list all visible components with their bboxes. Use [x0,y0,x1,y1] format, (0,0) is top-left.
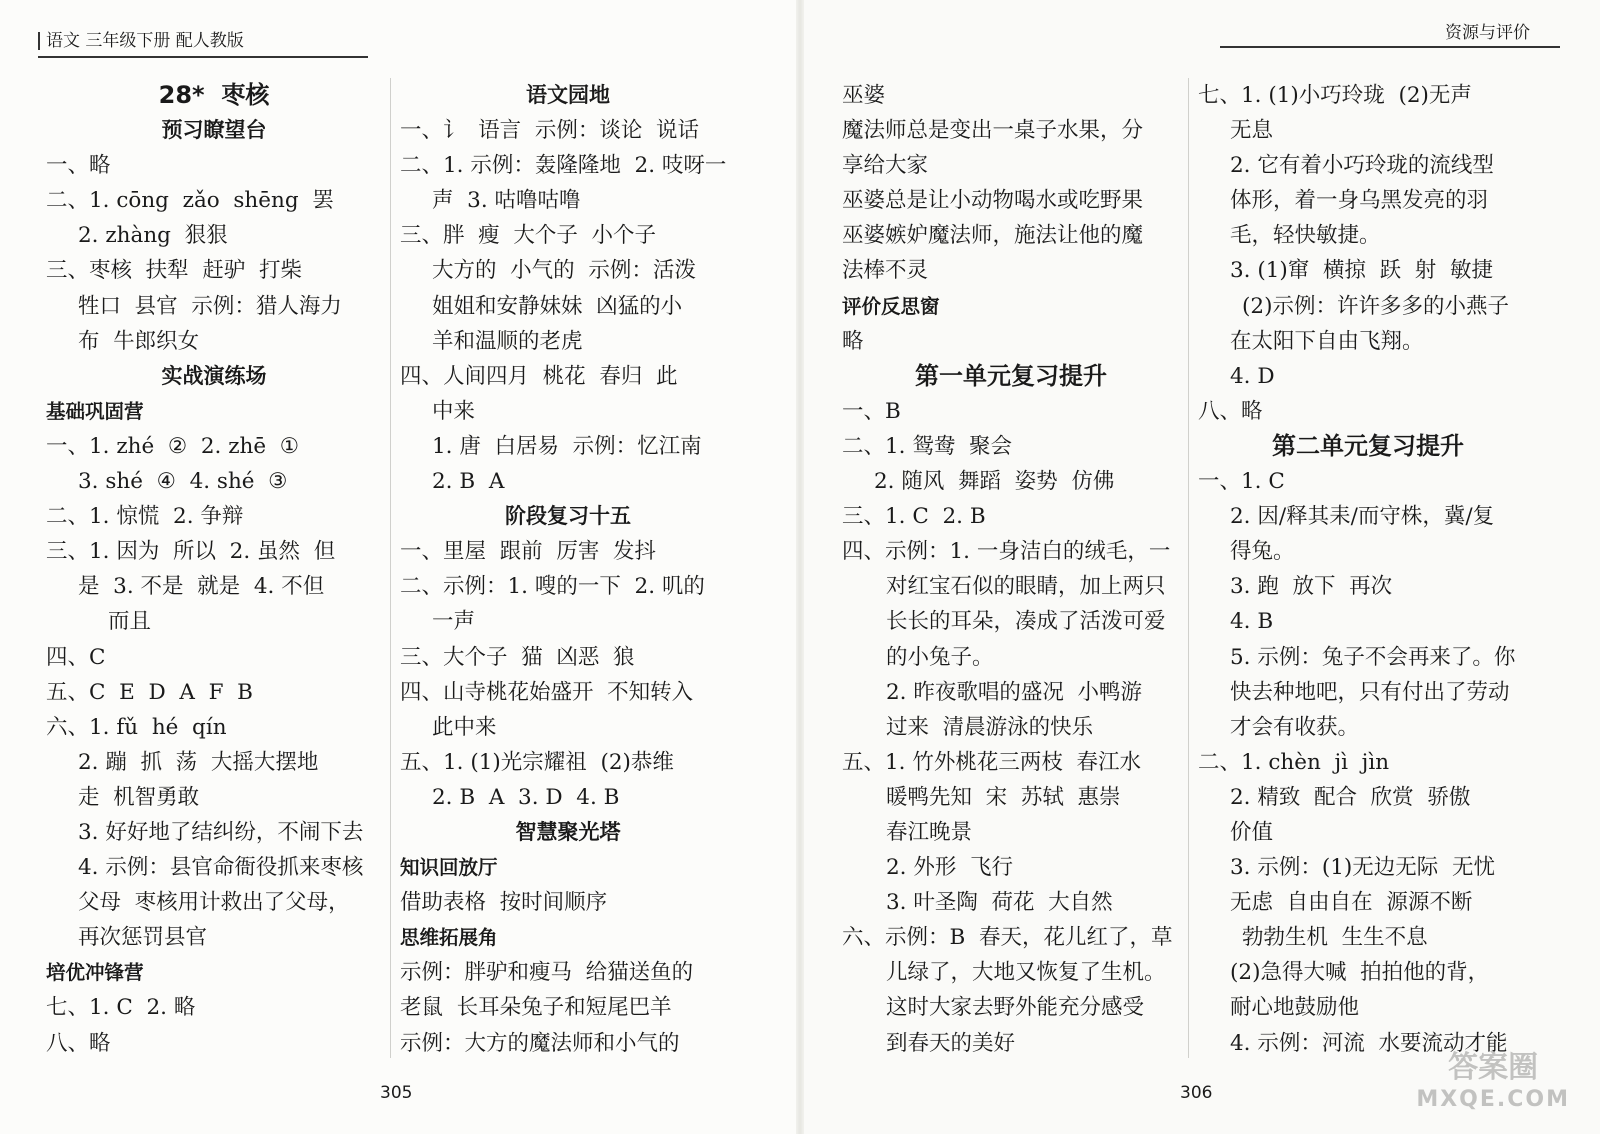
column-4 [1198,78,1538,1061]
answer-line: 父母 枣核用计救出了父母， [78,890,350,916]
answer-line: 4. 示例：县官命衙役抓来枣核 [78,855,364,881]
answer-line: 2. B A [432,469,505,495]
answer-line: 一、讠 语言 示例：谈论 说话 [400,118,700,144]
answer-line: 一、1. C [1198,469,1285,495]
answer-line: 二、1. 鸳鸯 聚会 [842,433,1013,459]
answer-line: 三、枣核 扶犁 赶驴 打柴 [46,258,303,284]
answer-line: 八、略 [46,1030,111,1056]
answer-line: 2. 精致 配合 欣赏 骄傲 [1230,784,1471,810]
answer-line: 这时大家去野外能充分感受 [886,995,1145,1021]
answer-line: 五、1. 竹外桃花三两枝 春江水 [842,749,1142,775]
section-title: 阶段复习十五 [505,504,631,529]
answer-line: 大方的 小气的 示例：活泼 [432,258,696,284]
answer-line: 布 牛郎织女 [78,328,200,354]
answer-line: 牲口 县官 示例：猎人海力 [78,293,342,319]
section-title: 语文园地 [526,83,610,107]
answer-line: 2. 因/释其耒/而守株，冀/复 [1230,504,1495,530]
answer-line: 巫婆总是让小动物喝水或吃野果 [842,188,1144,214]
answer-line: 3. 好好地了结纠纷，不闹下去 [78,819,364,845]
answer-line: (2)示例：许许多多的小燕子 [1242,293,1509,319]
subsection-heading: 知识回放厅 [400,856,498,880]
answer-line: 一、1. zhé ② 2. zhē ① [46,433,300,459]
answer-line: 无息 [1230,118,1274,144]
answer-line: 示例：胖驴和瘦马 给猫送鱼的 [400,960,694,986]
answer-line: 三、1. 因为 所以 2. 虽然 但 [46,539,336,565]
answer-line: 此中来 [432,714,497,740]
answer-line: 3. 叶圣陶 荷花 大自然 [886,890,1113,916]
answer-line: 体形，着一身乌黑发亮的羽 [1230,188,1489,214]
answer-line: 四、C [46,644,106,670]
answer-line: 到春天的美好 [886,1030,1016,1056]
column-3 [842,78,1180,1061]
answer-line: 2. 外形 飞行 [886,855,1014,881]
answer-line: 示例：大方的魔法师和小气的 [400,1030,680,1056]
answer-line: 3. (1)窜 横掠 跃 射 敏捷 [1230,258,1493,284]
answer-line: 二、1. 示例：轰隆隆地 2. 吱呀一 [400,153,727,179]
answer-line: 巫婆 [842,83,886,108]
answer-line: 二、1. 惊慌 2. 争辩 [46,504,244,530]
answer-line: 二、1. chèn jì jìn [1198,749,1390,775]
section-title: 第一单元复习提升 [915,361,1107,390]
answer-line: 2. 随风 舞蹈 姿势 仿佛 [874,469,1115,495]
subsection-heading: 培优冲锋营 [46,961,144,985]
watermark-sub: MXQE.COM [1416,1087,1570,1112]
answer-line: 3. shé ④ 4. shé ③ [78,469,288,495]
column-divider [1188,78,1189,1058]
section-title: 实战演练场 [161,363,267,388]
answer-line: 走 机智勇敢 [78,784,200,810]
left-header-rule [38,56,368,58]
answer-line: 价值 [1230,819,1274,845]
answer-line: 才会有收获。 [1230,714,1360,740]
answer-line: 五、1. (1)光宗耀祖 (2)恭维 [400,749,674,775]
subsection-heading: 思维拓展角 [400,926,498,950]
answer-line: 耐心地鼓励他 [1230,995,1360,1021]
right-header-rule [1220,46,1560,48]
answer-line: 春江晚景 [886,819,973,845]
column-2 [400,78,736,1061]
answer-line: 得兔。 [1230,539,1295,565]
answer-line: 四、山寺桃花始盛开 不知转入 [400,679,694,705]
answer-line: 4. D [1230,363,1275,389]
answer-line: 四、示例：1. 一身洁白的绒毛，一 [842,539,1171,565]
answer-line: 羊和温顺的老虎 [432,328,583,354]
answer-line: 5. 示例：兔子不会再来了。你 [1230,644,1516,670]
section-title: 28* 枣核 [158,81,270,109]
answer-line: 对红宝石似的眼睛，加上两只 [886,574,1166,600]
column-divider [390,78,391,1058]
page-number-left: 305 [380,1083,413,1103]
answer-line: 毛，轻快敏捷。 [1230,223,1381,249]
section-title: 智慧聚光塔 [515,819,621,844]
answer-line: 借助表格 按时间顺序 [400,890,608,916]
answer-line: 中来 [432,398,476,424]
answer-line: 二、1. cōng zǎo shēng 罢 [46,188,334,214]
column-1 [46,78,382,1061]
answer-line: 巫婆嫉妒魔法师，施法让他的魔 [842,223,1144,249]
subsection-heading: 评价反思窗 [842,294,940,318]
answer-line: (2)急得大喊 拍拍他的背， [1230,960,1490,986]
right-page-header: 资源与评价 [1445,23,1530,43]
answer-line: 无虑 自由自在 源源不断 [1230,890,1473,916]
answer-line: 姐姐和安静妹妹 凶猛的小 [432,293,683,319]
header-bar-icon [38,32,40,50]
watermark-logo [1416,1052,1570,1116]
answer-line: 1. 唐 白居易 示例：忆江南 [432,433,702,459]
answer-line: 七、1. (1)小巧玲珑 (2)无声 [1198,83,1472,108]
left-header-text: 语文 三年级下册 配人教版 [46,31,244,51]
answer-line: 享给大家 [842,153,929,179]
answer-line: 七、1. C 2. 略 [46,995,196,1021]
answer-line: 三、1. C 2. B [842,504,986,530]
answer-line: 八、略 [1198,398,1263,424]
answer-line: 4. 示例：河流 水要流动才能 [1230,1030,1508,1056]
page-number-right: 306 [1180,1083,1213,1103]
answer-line: 一声 [432,609,476,635]
answer-line: 过来 清晨游泳的快乐 [886,714,1094,740]
answer-line: 3. 跑 放下 再次 [1230,574,1393,600]
answer-line: 一、B [842,398,901,424]
answer-line: 魔法师总是变出一桌子水果，分 [842,118,1144,144]
answer-line: 六、示例：B 春天，花儿红了，草 [842,925,1173,951]
watermark-main: 答案圈 [1448,1050,1539,1085]
answer-line: 一、略 [46,153,111,179]
subsection-heading: 基础巩固营 [46,399,144,423]
answer-line: 儿绿了，大地又恢复了生机。 [886,960,1166,986]
answer-line: 2. 蹦 抓 荡 大摇大摆地 [78,749,319,775]
answer-line: 三、大个子 猫 凶恶 狼 [400,644,635,670]
answer-line: 三、胖 瘦 大个子 小个子 [400,223,657,249]
answer-line: 勃勃生机 生生不息 [1242,925,1428,951]
answer-line: 再次惩罚县官 [78,925,208,951]
answer-line: 2. zhàng 狠狠 [78,223,228,249]
answer-line: 六、1. fǔ hé qín [46,714,227,740]
answer-line: 略 [842,328,864,354]
answer-line: 3. 示例：(1)无边无际 无忧 [1230,855,1495,881]
left-page-header [38,26,244,51]
answer-line: 而且 [108,609,152,635]
answer-line: 老鼠 长耳朵兔子和短尾巴羊 [400,995,672,1021]
answer-line: 四、人间四月 桃花 春归 此 [400,363,678,389]
answer-line: 2. 昨夜歌唱的盛况 小鸭游 [886,679,1143,705]
answer-line: 法棒不灵 [842,258,929,284]
answer-line: 二、示例：1. 嗖的一下 2. 叽的 [400,574,705,600]
answer-line: 暖鸭先知 宋 苏轼 惠崇 [886,784,1121,810]
answer-line: 2. B A 3. D 4. B [432,784,620,810]
section-title: 第二单元复习提升 [1272,431,1464,460]
answer-line: 2. 它有着小巧玲珑的流线型 [1230,153,1494,179]
section-title: 预习瞭望台 [161,118,267,143]
answer-line: 的小兔子。 [886,644,994,670]
answer-line: 4. B [1230,609,1274,635]
answer-line: 快去种地吧，只有付出了劳动 [1230,679,1510,705]
answer-line: 是 3. 不是 就是 4. 不但 [78,574,325,600]
answer-line: 五、C E D A F B [46,679,253,705]
answer-line: 长长的耳朵，凑成了活泼可爱 [886,609,1166,635]
answer-line: 声 3. 咕噜咕噜 [432,188,581,214]
book-spine [796,0,804,1134]
answer-line: 在太阳下自由飞翔。 [1230,328,1424,354]
answer-line: 一、里屋 跟前 厉害 发抖 [400,539,657,565]
